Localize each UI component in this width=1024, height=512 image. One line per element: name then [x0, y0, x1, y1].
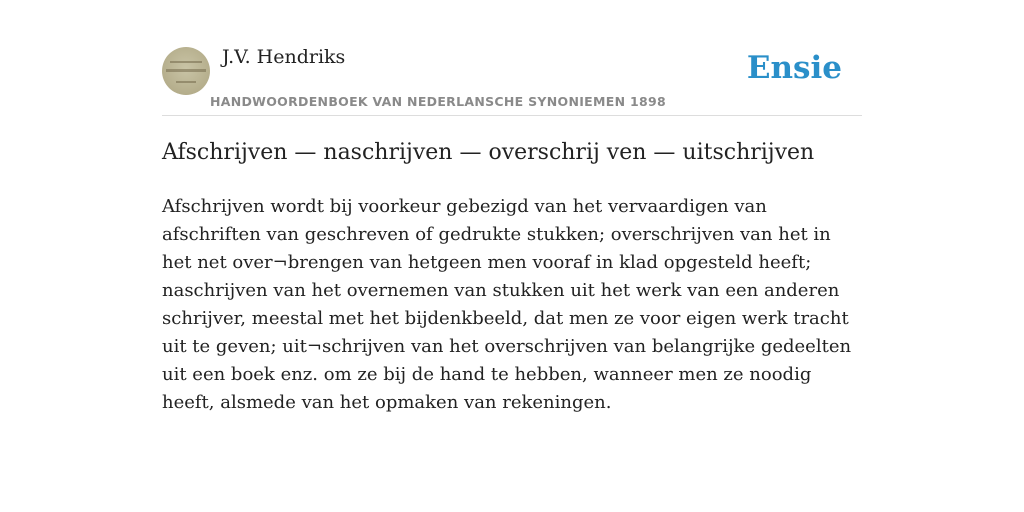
entry-title: Afschrijven — naschrijven — overschrij ven — uitschrijven — [162, 140, 815, 165]
ensie-logo[interactable]: Ensie — [746, 50, 842, 86]
cover-line — [166, 69, 206, 72]
author-name[interactable]: J.V. Hendriks — [222, 46, 346, 68]
entry-header — [162, 0, 862, 116]
entry-text: Afschrijven wordt bij voorkeur gebezigd van het vervaardigen van afschriften van geschreven of gedrukte stukken; overschrijven van het in het net over¬brengen van hetgeen men vooraf in klad opgesteld heeft; naschrijven van het overnemen van stukken uit het werk van een anderen schrijver, meestal met het bijdenkbeeld, dat men ze voor eigen werk tracht uit te geven; uit¬schrijven van het overschrijven van belangrijke gedeelten uit een boek enz. om ze bij de hand te hebben, wanneer men ze noodig heeft, alsmede van het opmaken van rekeningen. — [162, 196, 852, 413]
cover-line — [170, 61, 202, 63]
cover-line — [176, 81, 196, 83]
entry-card — [162, 0, 862, 512]
book-cover-icon[interactable] — [162, 47, 210, 95]
source-title[interactable]: HANDWOORDENBOEK VAN NEDERLANSCHE SYNONIEMEN 1898 — [210, 94, 667, 109]
